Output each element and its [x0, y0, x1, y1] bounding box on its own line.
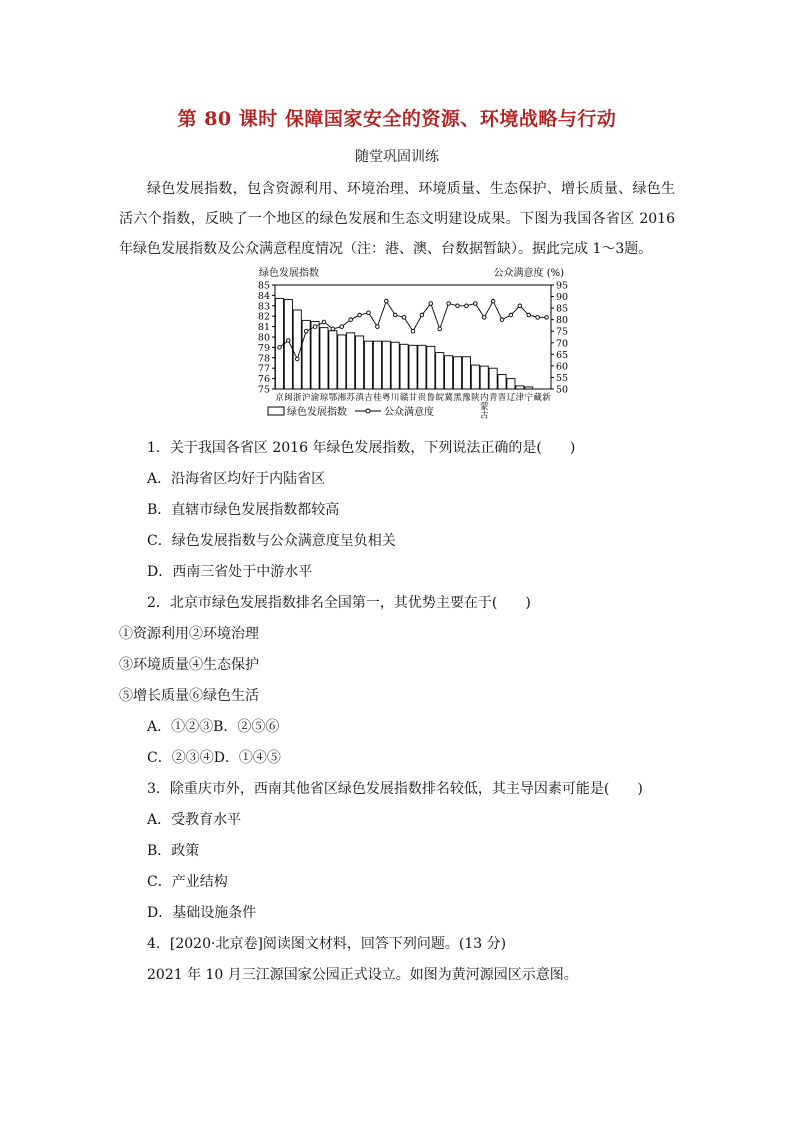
x-tick-label: 鲁 [426, 393, 436, 403]
x-tick-label: 湘 [337, 393, 347, 403]
x-tick-label: 浙 [293, 393, 302, 403]
satisfaction-point [313, 325, 317, 329]
q1-option-c: C．绿色发展指数与公众满意度呈负相关 [147, 533, 396, 549]
bar [373, 341, 381, 389]
left-axis-ticks [258, 281, 275, 396]
right-tick-label: 90 [556, 292, 569, 304]
question-4: 4．[2020·北京卷]阅读图文材料，回答下列问题。(13 分) [147, 936, 507, 952]
satisfaction-point [340, 325, 344, 329]
bar [284, 300, 292, 389]
satisfaction-point [465, 304, 469, 308]
x-tick-label: 渝 [310, 393, 320, 403]
bar [418, 345, 426, 389]
satisfaction-point [376, 325, 380, 329]
q3-option-d: D．基础设施条件 [147, 905, 257, 921]
x-tick-label: 桂 [373, 393, 382, 403]
page-title: 第 80 课时 保障国家安全的资源、环境战略与行动 [177, 108, 617, 130]
question-2: 2．北京市绿色发展指数排名全国第一，其优势主要在于( ) [147, 595, 531, 611]
x-tick-label: 甘 [408, 393, 418, 403]
left-tick-label: 80 [257, 332, 270, 344]
satisfaction-point [527, 313, 531, 317]
bar [498, 374, 506, 389]
satisfaction-point [545, 316, 549, 320]
satisfaction-point [474, 302, 478, 306]
bar-series [275, 299, 532, 389]
satisfaction-point [411, 329, 415, 333]
right-axis-ticks [551, 281, 568, 396]
satisfaction-point [278, 346, 282, 350]
x-tick-label: 晋 [497, 393, 507, 403]
legend-line-label: 公众满意度 [384, 407, 434, 418]
right-tick-label: 80 [556, 315, 569, 327]
satisfaction-point [349, 318, 353, 322]
legend-line-marker [366, 409, 370, 413]
bar [356, 336, 364, 389]
right-tick-label: 70 [556, 338, 569, 350]
x-tick-label: 沪 [301, 393, 311, 403]
right-tick-label: 95 [556, 280, 569, 292]
x-tick-label: 豫 [462, 393, 471, 403]
right-axis-label: 公众满意度 (%) [493, 268, 564, 279]
q2-items-2: ③环境质量④生态保护 [119, 657, 259, 673]
green-index-chart [0, 0, 794, 430]
bar [453, 357, 461, 389]
q2-options-cd: C．②③④D．①④⑤ [147, 750, 281, 766]
left-tick-label: 75 [257, 384, 270, 396]
satisfaction-point [304, 329, 308, 333]
x-tick-label: 藏 [533, 393, 542, 403]
x-tick-label: 陕 [471, 393, 480, 403]
x-tick-label: 川 [390, 393, 400, 403]
x-tick-label: 粤 [382, 393, 391, 403]
bar [462, 357, 470, 389]
x-tick-label: 辽 [506, 393, 516, 403]
chart-legend [268, 405, 434, 418]
intro-paragraph: 绿色发展指数，包含资源利用、环境治理、环境质量、生态保护、增长质量、绿色生活六个指数，反映了一个地区的绿色发展和生态文明建设成果。下图为我国各省区 2016 年绿色发展指数及公众满意程度情况（注：港、澳、台数据暂缺）。据此完成 1～3题。 [119, 181, 675, 257]
bar [445, 356, 453, 389]
x-tick-label: 贵 [417, 393, 427, 403]
bar [275, 299, 283, 389]
x-tick-label: 京 [275, 393, 284, 403]
x-tick-label: 宁 [524, 393, 533, 403]
left-tick-label: 84 [257, 290, 270, 302]
question-1: 1．关于我国各省区 2016 年绿色发展指数，下列说法正确的是( ) [147, 440, 576, 456]
right-tick-label: 85 [556, 303, 569, 315]
x-tick-label: 苏 [346, 393, 355, 403]
bar [338, 335, 346, 389]
satisfaction-point [518, 304, 522, 308]
bar [400, 344, 408, 389]
x-tick-label: 吉 [364, 393, 373, 403]
right-tick-label: 50 [556, 384, 569, 396]
right-tick-label: 65 [556, 349, 569, 361]
x-tick-label: 青 [488, 393, 498, 403]
satisfaction-point [429, 302, 433, 306]
bar [471, 365, 479, 389]
satisfaction-point [509, 313, 513, 317]
x-tick-label: 闽 [284, 393, 293, 403]
satisfaction-point [402, 316, 406, 320]
left-axis-label: 绿色发展指数 [259, 268, 319, 279]
satisfaction-point [295, 357, 299, 361]
q2-options-ab: A．①②③B．②⑤⑥ [147, 719, 280, 735]
x-tick-label: 赣 [399, 393, 409, 403]
x-tick-label: 滇 [355, 393, 364, 403]
bar [436, 353, 444, 389]
left-tick-label: 85 [257, 280, 270, 292]
satisfaction-point [367, 311, 371, 315]
bar [409, 345, 417, 389]
bar [320, 328, 328, 389]
q4-material: 2021 年 10 月三江源国家公园正式设立。如图为黄河源园区示意图。 [147, 967, 578, 983]
bar [364, 341, 372, 389]
bar [507, 379, 515, 389]
x-tick-label: 蒙 [479, 402, 489, 412]
satisfaction-point [500, 318, 504, 322]
satisfaction-point [384, 299, 388, 303]
satisfaction-point [331, 327, 335, 331]
bar [480, 366, 488, 389]
satisfaction-point [287, 339, 291, 343]
left-tick-label: 78 [257, 353, 270, 365]
satisfaction-point [482, 316, 486, 320]
left-tick-label: 83 [257, 301, 270, 313]
satisfaction-point [491, 299, 495, 303]
satisfaction-point [447, 302, 451, 306]
q1-option-d: D．西南三省处于中游水平 [147, 564, 313, 580]
satisfaction-point [456, 304, 460, 308]
bar [489, 368, 497, 389]
bar [329, 331, 337, 389]
left-tick-label: 79 [257, 342, 270, 354]
q2-items-3: ⑤增长质量⑥绿色生活 [119, 688, 259, 704]
satisfaction-point [536, 316, 540, 320]
question-3: 3．除重庆市外，西南其他省区绿色发展指数排名较低，其主导因素可能是( ) [147, 781, 643, 797]
q2-items-1: ①资源利用②环境治理 [119, 626, 259, 642]
q1-option-a: A．沿海省区均好于内陆省区 [147, 471, 326, 487]
x-tick-label: 古 [479, 411, 489, 421]
bar [427, 346, 435, 389]
satisfaction-point [393, 313, 397, 317]
satisfaction-point [358, 313, 362, 317]
x-tick-label: 新 [542, 393, 551, 403]
satisfaction-point [420, 313, 424, 317]
right-tick-label: 60 [556, 361, 569, 373]
satisfaction-point [322, 320, 326, 324]
bar [382, 341, 390, 389]
right-tick-label: 75 [556, 326, 569, 338]
x-tick-label: 鄂 [328, 393, 338, 403]
bar [347, 333, 355, 389]
left-tick-label: 77 [257, 363, 270, 375]
bar [311, 321, 319, 389]
x-tick-label: 内 [479, 393, 489, 403]
x-tick-label: 黑 [453, 393, 462, 403]
q3-option-b: B．政策 [147, 843, 200, 859]
left-tick-label: 81 [257, 322, 270, 334]
section-subtitle: 随堂巩固训练 [355, 149, 439, 165]
x-tick-label: 皖 [435, 393, 444, 403]
q1-option-b: B．直辖市绿色发展指数都较高 [147, 502, 340, 518]
x-tick-label: 津 [515, 393, 525, 403]
left-tick-label: 82 [257, 311, 270, 323]
legend-bar-label: 绿色发展指数 [287, 407, 347, 418]
q3-option-c: C．产业结构 [147, 874, 228, 890]
satisfaction-point [438, 327, 442, 331]
bar [391, 342, 399, 389]
right-tick-label: 55 [556, 372, 569, 384]
left-tick-label: 76 [257, 374, 270, 386]
legend-bar-swatch [268, 407, 284, 415]
q3-option-a: A．受教育水平 [147, 812, 242, 828]
x-tick-label: 冀 [444, 393, 453, 403]
x-tick-label: 琼 [319, 393, 329, 403]
